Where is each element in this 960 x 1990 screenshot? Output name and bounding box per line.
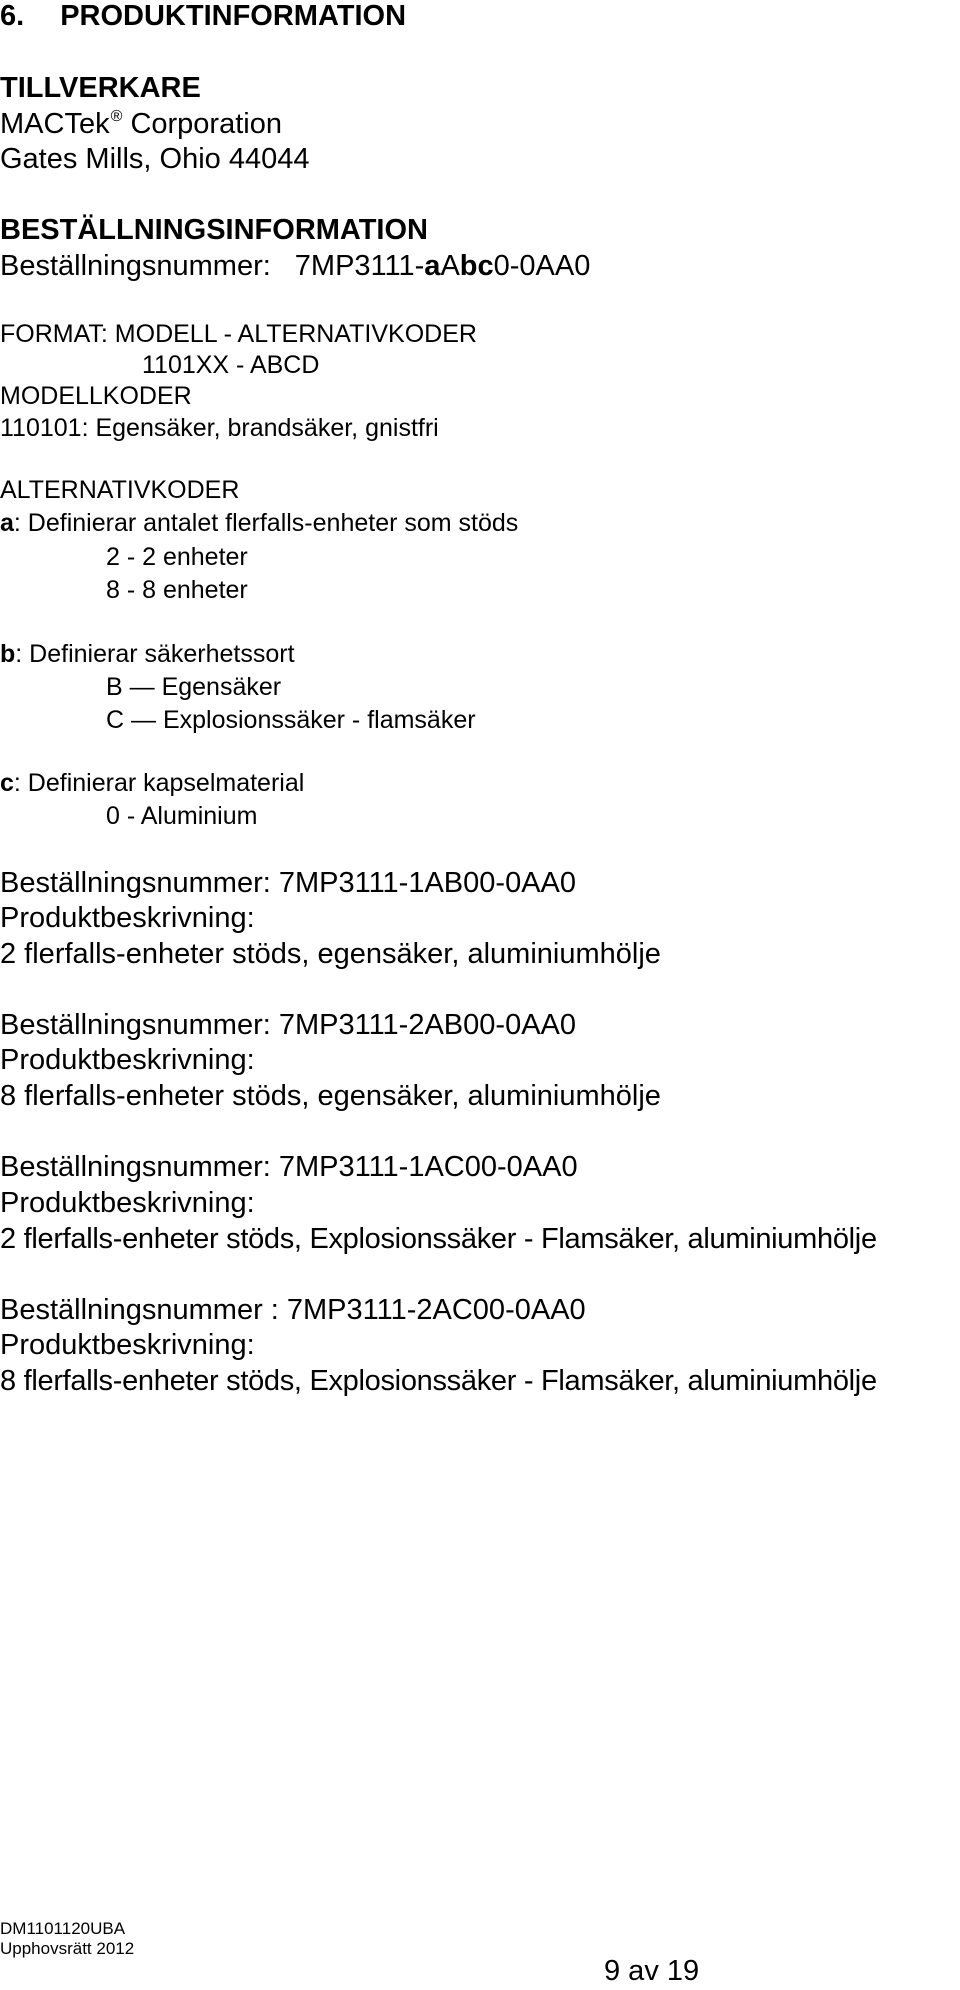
product-order-line: Beställningsnummer: 7MP3111-1AC00-0AA0: [0, 1151, 578, 1183]
ordering-heading: BESTÄLLNINGSINFORMATION: [0, 214, 428, 246]
order-code-bc: bc: [459, 250, 494, 282]
manufacturer-address: Gates Mills, Ohio 44044: [0, 143, 310, 175]
registered-icon: ®: [110, 108, 123, 125]
order-code-a: a: [424, 250, 441, 282]
product-desc-label: Produktbeskrivning:: [0, 1187, 255, 1219]
format-line: FORMAT: MODELL - ALTERNATIVKODER: [0, 320, 477, 348]
product-description: 2 flerfalls-enheter stöds, Explosionssäker - Flamsäker, aluminiumhölje: [0, 1223, 877, 1255]
product-description: 2 flerfalls-enheter stöds, egensäker, aluminiumhölje: [0, 938, 661, 970]
alt-b-key: b: [0, 640, 16, 668]
alt-a-line: [0, 511, 518, 536]
model-line: 110101: Egensäker, brandsäker, gnistfri: [0, 414, 439, 442]
company-name: MACTek: [0, 108, 110, 140]
alt-b-line: [0, 642, 295, 667]
alt-b-option: C — Explosionssäker - flamsäker: [106, 706, 476, 734]
format-pattern: 1101XX - ABCD: [142, 351, 320, 379]
order-code-prefix: 7MP3111-: [294, 250, 425, 282]
manufacturer-heading: TILLVERKARE: [0, 72, 201, 104]
alt-c-key: c: [0, 769, 14, 797]
product-description: 8 flerfalls-enheter stöds, egensäker, aluminiumhölje: [0, 1080, 661, 1112]
alt-a-option: 2 - 2 enheter: [106, 543, 248, 571]
order-code-suffix: 0-0AA0: [493, 250, 591, 282]
product-order-line: Beställningsnummer : 7MP3111-2AC00-0AA0: [0, 1294, 586, 1326]
alt-a-option: 8 - 8 enheter: [106, 576, 248, 604]
alt-c-line: [0, 771, 304, 796]
section-heading: [0, 2, 406, 31]
product-desc-label: Produktbeskrivning:: [0, 1044, 255, 1076]
alt-c-option: 0 - Aluminium: [106, 802, 258, 830]
alt-a-desc: : Definierar antalet flerfalls-enheter som stöds: [13, 509, 519, 537]
order-label: Beställningsnummer:: [0, 250, 271, 282]
model-heading: MODELLKODER: [0, 382, 192, 410]
alt-b-desc: : Definierar säkerhetssort: [15, 640, 295, 668]
alt-b-option: B — Egensäker: [106, 673, 282, 701]
order-number-pattern: [0, 252, 590, 281]
product-desc-label: Produktbeskrivning:: [0, 902, 255, 934]
page-number: 9 av 19: [604, 1955, 700, 1987]
product-description: 8 flerfalls-enheter stöds, Explosionssäker - Flamsäker, aluminiumhölje: [0, 1365, 877, 1397]
section-title: PRODUKTINFORMATION: [60, 0, 407, 32]
product-order-line: Beställningsnummer: 7MP3111-2AB00-0AA0: [0, 1009, 577, 1041]
company-suffix: Corporation: [130, 108, 282, 140]
product-order-line: Beställningsnummer: 7MP3111-1AB00-0AA0: [0, 867, 577, 899]
alt-c-desc: : Definierar kapselmaterial: [13, 769, 305, 797]
alternatives-heading: ALTERNATIVKODER: [0, 476, 240, 504]
footer-doc-number: DM1101120UBA: [0, 1919, 126, 1938]
product-desc-label: Produktbeskrivning:: [0, 1329, 255, 1361]
order-code-A: A: [440, 250, 460, 282]
manufacturer-name: [0, 109, 282, 139]
section-number: 6.: [0, 0, 25, 32]
alt-a-key: a: [0, 509, 14, 537]
footer-copyright: Upphovsrätt 2012: [0, 1939, 135, 1958]
